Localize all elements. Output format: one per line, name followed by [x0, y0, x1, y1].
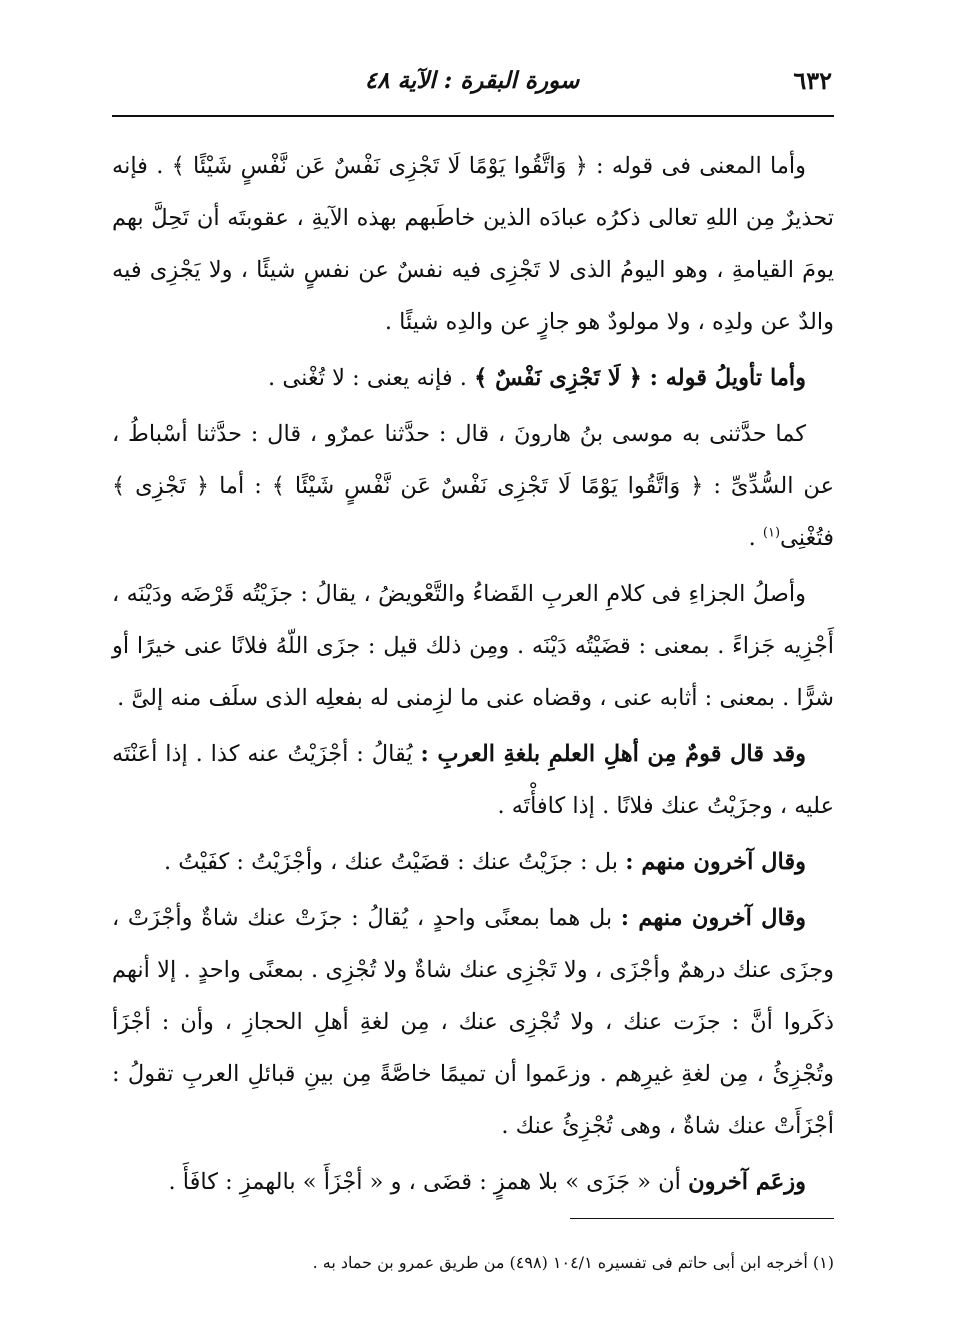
- running-title: سورة البقرة : الآية ٤٨: [364, 66, 580, 94]
- footnote: (١) أخرجه ابن أبى حاتم فى تفسيره ١٠٤/١ (٤٩٨) من طريق عمرو بن حماد به .: [312, 1253, 834, 1272]
- paragraph-text: . فإنه يعنى : لا تُغْنى .: [268, 365, 475, 391]
- paragraph-lead: وقال آخرون منهم :: [625, 849, 806, 875]
- paragraph-text: كما حدَّثنى به موسى بنُ هارونَ ، قال : حدَّثنا عمرٌو ، قال : حدَّثنا أسْباطُ ، عن السُّدِّىِّ : ﴿ وَاتَّقُوا يَوْمًا لَا تَجْزِى نَفْسٌ عَن نَّفْسٍ شَيْئًا ﴾ : أما ﴿ تَجْزِى ﴾ فتُغْنِى: [112, 421, 834, 551]
- paragraph-text: بل : جزَيْتُ عنك : قضَيْتُ عنك ، وأجْزَيْتُ : كفَيْتُ .: [163, 849, 626, 875]
- paragraph-7: [112, 892, 834, 1152]
- footnote-reference: (١): [762, 525, 781, 541]
- paragraph-5: [112, 728, 834, 832]
- paragraph-text: وأما المعنى فى قوله : ﴿ وَاتَّقُوا يَوْمًا لَا تَجْزِى نَفْسٌ عَن نَّفْسٍ شَيْئًا ﴾ . فإنه تحذيرٌ مِن اللهِ تعالى ذكرُه عبادَه الذين خاطَبهم بهذه الآيةِ ، عقوبتَه أن تَحِلَّ بهم يومَ القيامةِ ، وهو اليومُ الذى لا تَجْزِى فيه نفسٌ عن نفسٍ شيئًا ، ولا يَجْزِى فيه والدٌ عن ولدِه ، ولا مولودٌ هو جازٍ عن والدِه شيئًا .: [112, 153, 834, 335]
- page-number: ٦٣٢: [793, 65, 832, 95]
- paragraph-text: يُقالُ : أجْزَيْتُ عنه كذا . إذا أعَنْتَه عليه ، وجزَيْتُ عنك فلانًا . إذا كافأْتَه .: [112, 741, 834, 819]
- page-header: [112, 60, 832, 100]
- body-text: [112, 140, 834, 1212]
- footnote-rule: [570, 1218, 834, 1219]
- paragraph-lead: وقد قال قومٌ مِن أهلِ العلمِ بلغةِ العربِ :: [420, 741, 807, 767]
- paragraph-text: بل هما بمعنًى واحدٍ ، يُقالُ : جزَتْ عنك شاةٌ وأجْزَتْ ، وجزَى عنك درهمٌ وأجْزَى ، ولا تَجْزِى عنك شاةٌ ولا تُجْزِى . بمعنًى واحدٍ . إلا أنهم ذكَروا أنَّ : جزَت عنك ، ولا تُجْزِى عنك ، مِن لغةِ أهلِ الحجازِ ، وأن : أجْزَأ وتُجْزِئُ ، مِن لغةِ غيرِهم . وزعَموا أن تميمًا خاصَّةً مِن بينِ قبائلِ العربِ تقولُ : أجْزَأَتْ عنك شاةٌ ، وهى تُجْزِئُ عنك .: [112, 905, 834, 1139]
- paragraph-4: [112, 568, 834, 724]
- paragraph-lead: وقال آخرون منهم :: [620, 905, 806, 931]
- paragraph-8: [112, 1156, 834, 1208]
- paragraph-lead: وأما تأويلُ قوله : ﴿ لَا تَجْزِى نَفْسٌ ﴾: [474, 365, 806, 391]
- paragraph-2: [112, 352, 834, 404]
- paragraph-lead: وزعَم آخرون: [688, 1169, 806, 1195]
- header-rule: [112, 115, 834, 117]
- paragraph-6: [112, 836, 834, 888]
- paragraph-text: وأصلُ الجزاءِ فى كلامِ العربِ القَضاءُ والتَّعْويضُ ، يقالُ : جزَيْتُه قَرْضَه ودَيْنَه ، أَجْزِيه جَزاءً . بمعنى : قضَيْتُه دَيْنَه . ومِن ذلك قيل : جزَى اللّهُ فلانًا عنى خيرًا أو شرًّا . بمعنى : أثابه عنى ، وقضاه عنى ما لزِمنى له بفعلِه الذى سلَف منه إلىَّ .: [112, 581, 834, 711]
- paragraph-1: [112, 140, 834, 348]
- paragraph-3: كما حدَّثنى به موسى بنُ هارونَ ، قال : حدَّثنا عمرٌو ، قال : حدَّثنا أسْباطُ ، عن السُّدِّىِّ : ﴿ وَاتَّقُوا يَوْمًا لَا تَجْزِى نَفْسٌ عَن نَّفْسٍ شَيْئًا ﴾ : أما ﴿ تَجْزِى ﴾ فتُغْنِى$^{(١)}$ .: [112, 421, 834, 551]
- paragraph-text: أن « جَزَى » بلا همزٍ : قضَى ، و « أجْزَأَ » بالهمزِ : كافَأَ .: [168, 1169, 689, 1195]
